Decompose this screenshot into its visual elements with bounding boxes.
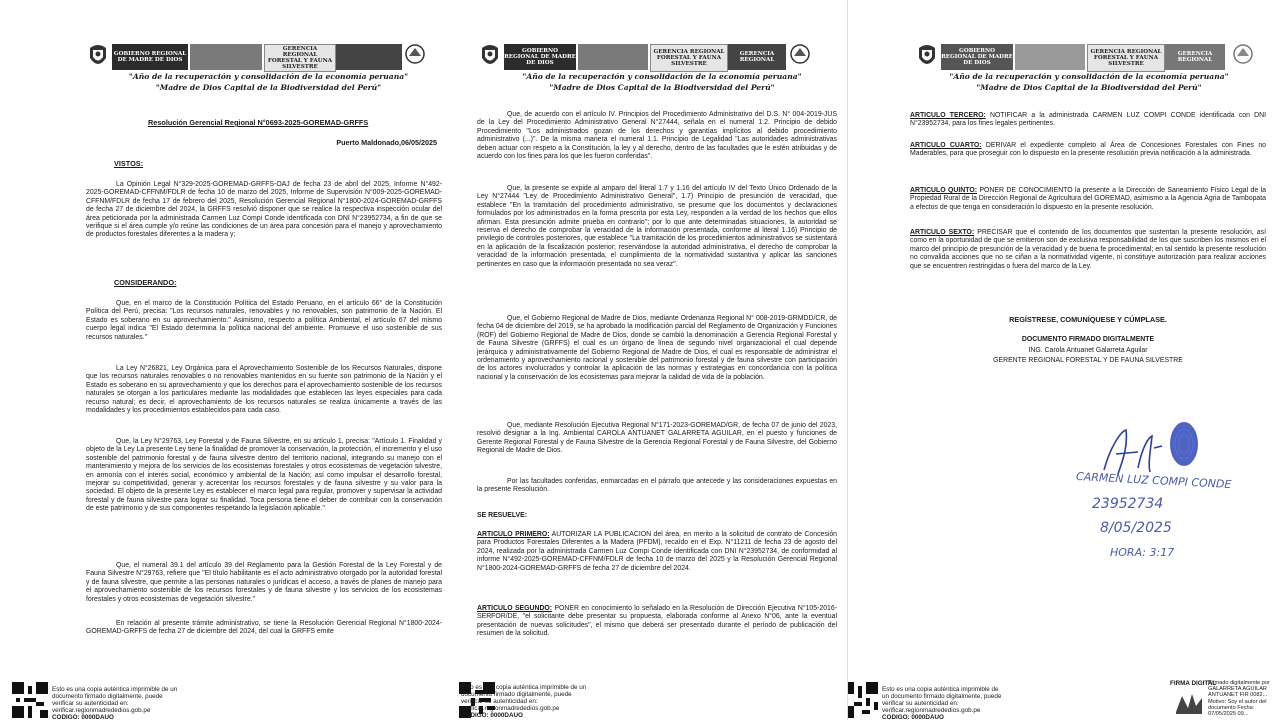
banner-image: [190, 44, 262, 70]
motto-line-2: "Madre de Dios Capital de la Biodiversidad del Perú": [549, 83, 775, 92]
digital-signature-stamp-icon: [1174, 690, 1204, 716]
gerencia-label: GERENCIA REGIONAL FORESTAL Y FAUNA SILVESTRE: [1087, 44, 1165, 72]
peru-coat-of-arms-icon: [479, 42, 501, 70]
page-footer: [457, 678, 847, 720]
letterhead: [848, 38, 1280, 72]
article-text: NOTIFICAR a la administrada CARMEN LUZ COMPI CONDE identificada con DNI N°23952734, para los fines legales pertinentes.: [910, 112, 1267, 128]
document-page-1: [0, 0, 457, 720]
article-heading: ARTICULO PRIMERO:: [477, 531, 550, 538]
banner-image: [578, 44, 648, 70]
article-sexto: [910, 229, 1266, 271]
article-text: PONER en conocimiento lo señalado en la Resolución de Dirección Ejecutiva N°105-2016-SERFOR/DE, "el solicitante debe presentar su propuesta, elaborada conforme al Anexo N°06, ante la eventual presentación de nuevas solicitudes", el mismo que deberá ser presentado durante el período de publicación del resumen de la solicitud.: [477, 605, 837, 638]
place-date: Puerto Maldonado,06/05/2025: [336, 138, 437, 147]
paragraph: Por las facultades conferidas, enmarcadas en el párrafo que antecede y las consideraciones expuestas en la presente Resolución.: [477, 478, 837, 494]
motto-line-1: "Año de la recuperación y consolidación de la economía peruana": [949, 72, 1229, 81]
handwritten-date: 8/05/2025: [1100, 520, 1172, 536]
signer-name: ING. Carola Antuanet Galarreta Aguilar: [1028, 347, 1148, 354]
verification-code: CODIGO: 0000DAUO: [52, 714, 114, 720]
qr-code-icon: [12, 682, 48, 718]
vistos-paragraph: La Opinión Legal N°329-2025-GOREMAD-GRFFS-OAJ de fecha 23 de abril del 2025, Informe N°492-2025-GOREMAD-CFFNM/FDLR de fecha 10 de marzo del 2025, Informe de Supervisión N°009-2025-GOREMAD-CFFNM/FDLR de fecha 17 de febrero del 2025, Resolución Gerencial Regional N°1800-2024-GOREMAD-GRFFS de fecha 27 de diciembre del 2024, la GRFFS resolvió disponer que se realice la respectiva inspección ocular del área peticionada por la administrada Carmen Luz Compi Conde identificada con DNI N°23952734, a fin de que se verifique si el área cumple y/o reúne las condiciones de un área para concesión para el manejo y aprovechamiento de productos forestales diferentes a la madera y;: [86, 181, 442, 239]
page-footer: [0, 678, 457, 720]
gov-label: GOBIERNO REGIONAL DE MADRE DE DIOS: [941, 44, 1013, 70]
signed-note: DOCUMENTO FIRMADO DIGITALMENTE: [1021, 336, 1155, 343]
paragraph: En relación al presente trámite administrativo, se tiene la Resolución Gerencial Regional N°1800-2024-GOREMAD-GRFFS de fecha 27 de diciembre del 2024, del cual la GRFFS emite: [86, 620, 442, 636]
article-heading: ARTICULO CUARTO:: [910, 142, 982, 149]
paragraph: Que, de acuerdo con el artículo IV. Principios del Procedimiento Administrativo del D.S. N° 004-2019-JUS de la Ley del Procedimiento Administrativo General N°27444, señala en el numeral 1.2. Principio de debido Procedimiento "Los administrados gozan de los derechos y garantías implícitos al debido procedimiento administrativo (...)". De la misma manera el numeral 1.1. Principio de Legalidad "Las autoridades administrativas deben actuar con respeto a la Constitución, la ley y al derecho, dentro de las facultades que le estén atribuidas y de acuerdo con los fines para los que les fueron conferidas".: [477, 111, 837, 161]
document-page-3: [848, 0, 1280, 720]
verification-code: CODIGO: 0000DAUO: [461, 712, 523, 719]
paragraph: Que, en el marco de la Constitución Política del Estado Peruano, en el artículo 66° de la Constitución Política del Perú, precisa: "Los recursos naturales, renovables y no renovables, son patrimonio de la Nación. El Estado es soberano en su aprovechamiento." Asimismo, respecto a política Ambiental, el artículo 67 del mismo cuerpo legal indica "El Estado determina la política nacional del ambiente. Promueve el uso sostenible de sus recursos naturales.": [86, 300, 442, 341]
article-heading: ARTICULO SEGUNDO:: [477, 605, 553, 612]
handwritten-hour: HORA: 3:17: [1110, 546, 1175, 559]
letterhead: [457, 38, 847, 72]
firma-digital-label: FIRMA DIGITAL: [1170, 680, 1217, 687]
motto-line-2: "Madre de Dios Capital de la Biodiversidad del Perú": [976, 83, 1202, 92]
authenticity-note: Esto es una copia auténtica imprimible de un documento firmado digitalmente, puede verificar su autenticidad en: verificar.regionmadrededios.gob.pe: [461, 684, 587, 712]
regional-emblem-icon: [789, 42, 811, 70]
article-heading: ARTICULO TERCERO:: [910, 112, 986, 119]
article-segundo: [477, 605, 837, 639]
page-footer: [848, 678, 1280, 720]
article-quinto: [910, 187, 1266, 212]
handwritten-dni: 23952734: [1092, 496, 1164, 512]
motto-line-1: "Año de la recuperación y consolidación de la economía peruana": [128, 72, 409, 81]
article-tercero: [910, 112, 1266, 129]
regional-emblem-icon: [1232, 42, 1254, 70]
gov-label: GOBIERNO REGIONAL DE MADRE DE DIOS: [112, 44, 188, 70]
article-primero: [477, 531, 837, 573]
resolution-title: Resolución Gerencial Regional N°0693-2025-GOREMAD-GRFFS: [148, 118, 369, 127]
paragraph: Que, el numeral 39.1 del artículo 39 del Reglamento para la Gestión Forestal de la Ley Forestal y de Fauna Silvestre N°29763, refiere que "El título habilitante es el acto administrativo otorgado por la autoridad forestal y de fauna silvestre, que permite a las personas naturales o jurídicas el acceso, a través de planes de manejo para el aprovechamiento sostenible de los recursos forestales y de fauna silvestre y los servicios de los ecosistemas forestales y otros ecosistemas de vegetación silvestre.": [86, 562, 442, 603]
article-text: PONER DE CONOCIMIENTO la presente a la Dirección de Saneamiento Físico Legal de la Propiedad Rural de la Dirección Regional de Agricultura del GOREMAD, asimismo a la Agencia Agria de Tambopata a efectos de que tenga en consideración lo dispuesto en la presente resolución.: [910, 187, 1266, 211]
paragraph: La Ley N°26821, Ley Orgánica para el Aprovechamiento Sostenible de los Recursos Naturales, dispone que los recursos naturales renovables o no renovables mantenidos en su fuente son patrimonio de la Nación y el Estado es soberano en su aprovechamiento y que los derechos para el aprovechamiento sostenible de los recursos naturales se otorgan a los particulares mediante las modalidades que establecen las leyes especiales para cada recurso natural; es decir, el aprovechamiento de los recursos naturales se realiza únicamente a través de las modalidades y los procedimientos establecidos para cada caso.: [86, 365, 442, 415]
authenticity-note: Esto es una copia auténtica imprimible de un documento firmado digitalmente, puede verificar su autenticidad en: verificar.regionmadrededios.gob.pe: [52, 686, 178, 714]
article-text: PRECISAR que el contenido de los documentos que sustentan la presente resolución, así como en la oportunidad de que se emitieron son de exclusiva responsabilidad de los que suscriben los mismos en el marco del principio de presunción de la veracidad y de buena fe procedimental; en tal sentido la presente resolución no convalida acciones que no se ciñan a la normatividad vigente, ni constituye autorización para realizar acciones que se encuentren restringidas o fuera del marco de la Ley.: [910, 229, 1266, 270]
signer-role: GERENTE REGIONAL FORESTAL Y DE FAUNA SILVESTRE: [993, 357, 1183, 364]
qr-code-icon: [848, 682, 878, 718]
motto-line-1: "Año de la recuperación y consolidación de la economía peruana": [522, 72, 802, 81]
gov-label: GOBIERNO REGIONAL DE MADRE DE DIOS: [504, 44, 576, 70]
article-text: AUTORIZAR LA PUBLICACION del área, en merito a la solicitud de contrato de Concesión para Productos Forestales Diferentes a la Madera (PFDM), recaído en el Exp. N°11211 de fecha 23 de agosto del 2024, realizada por la administrada Carmen Luz Compi Conde identificada con DNI N°23952734, de conformidad al informe N°492-2025-GOREMAD-CFFNM/FDLR de fecha 10 de marzo del 2025 y la Resolución Gerencial Regional N°1800-2024-GOREMAD-GRFFS de fecha 27 de diciembre del 2024.: [477, 531, 837, 572]
article-text: DERIVAR el expediente completo al Área de Concesiones Forestales con Fines no Maderables, para que proseguir con lo dispuesto en la presente resolución previa notificación a la administrada.: [910, 142, 1266, 158]
se-resuelve-heading: SE RESUELVE:: [477, 512, 528, 519]
banner-image: [336, 44, 402, 70]
paragraph: Que, la presente se expide al amparo del literal 1.7 y 1.16 del artículo IV del Texto Único Ordenado de la Ley N°27444 "Ley de Procedimiento Administrativo General", 1.7) Principio de presunción de veracidad, que establece "En la tramitación del procedimiento administrativo, se presume que los documentos y declaraciones formulados por los administrados en la forma prescrita por esta Ley, responden a la verdad de los hechos que ellos afirman. Esta presunción admite prueba en contrario"; por lo que ante determinadas situaciones, la autoridad se reserva el derecho de comprobar la veracidad de la información presentada, conforme al literal 1.16) Principio de privilegio de controles posteriores, que establece "La tramitación de los procedimientos administrativos se sustentará en la aplicación de la fiscalización posterior; reservándose la autoridad administrativa, el derecho de comprobar la veracidad de la información presentada, el cumplimiento de la normatividad sustantiva y aplicar las sanciones pertinentes en caso que la información presentada no sea veraz".: [477, 185, 837, 268]
considerando-heading: CONSIDERANDO:: [114, 278, 177, 287]
article-heading: ARTICULO QUINTO:: [910, 187, 977, 194]
gerencia-short-label: GERENCIA REGIONAL: [1165, 44, 1225, 70]
paragraph: Que, la Ley N°29763, Ley Forestal y de Fauna Silvestre, en su artículo 1, precisa: "Artículo 1. Finalidad y objeto de la Ley La presente Ley tiene la finalidad de promover la conservación, la protección, el incremento y el uso sostenible del patrimonio forestal y de fauna silvestre dentro del territorio nacional, integrando su manejo con el mantenimiento y mejora de los servicios de los ecosistemas forestales y otros ecosistemas de vegetación silvestre, en armonía con el interés social, económico y ambiental de la Nación; así como impulsar el desarrollo forestal, mejorar su competitividad, generar y acrecentar los recursos forestales y de fauna silvestre y su valor para la sociedad. El objeto de la presente Ley es establecer el marco legal para regular, promover y supervisar la actividad forestal y de fauna silvestre para lograr su finalidad. Toca persona tiene el deber de contribuir con la conservación de este patrimonio y de sus componentes respetando la legislación aplicable.": [86, 438, 442, 513]
letterhead: [0, 38, 457, 72]
article-cuarto: [910, 142, 1266, 159]
motto-line-2: "Madre de Dios Capital de la Biodiversidad del Perú": [155, 83, 382, 92]
vistos-heading: VISTOS:: [114, 159, 144, 168]
article-heading: ARTICULO SEXTO:: [910, 229, 975, 236]
banner-image: [1015, 44, 1085, 70]
verification-code: CODIGO: 0000DAUO: [882, 714, 944, 720]
gerencia-short-label: GERENCIA REGIONAL: [728, 44, 786, 70]
peru-coat-of-arms-icon: [87, 42, 109, 70]
authenticity-note: Esto es una copia auténtica imprimible de un documento firmado digitalmente, puede verificar su autenticidad en: verificar.regionmadrededios.gob.pe: [882, 686, 1002, 714]
gerencia-label: GERENCIA REGIONAL FORESTAL Y FAUNA SILVESTRE: [650, 44, 728, 72]
paragraph: Que, el Gobierno Regional de Madre de Dios, mediante Ordenanza Regional N° 008-2019-GRMDD/CR, de fecha 04 de diciembre del 2019, se ha aprobado la modificación parcial del Reglamento de Organización y Funciones (ROF) del Gobierno Regional de Madre de Dios, donde se cambió la denominación a Gerencia Regional Forestal y de Fauna Silvestre (GRFFS) el cual es un órgano de línea de segundo nivel organizacional el cual depende jerárquica y administrativamente del Gobierno Regional de Madre de Dios, el cual es responsable de administrar el ordenamiento y aprovechamiento racional y sostenible del patrimonio forestal y de fauna silvestre con participación de los actores involucrados y controlar la aplicación de las normas y estrategias en concordancia con la política nacional y la conservación de los ecosistemas para mejorar la calidad de vida de la población.: [477, 315, 837, 381]
digital-signature-text: Firmado digitalmente por GALARRETA AGUILAR ANTUANET FIR 0082... Motivo: Soy el autor del documento Fecha: 07/05/2025 09...: [1208, 680, 1270, 718]
peru-coat-of-arms-icon: [916, 42, 938, 70]
paragraph: Que, mediante Resolución Ejecutiva Regional N°171-2023-GOREMAD/GR, de fecha 07 de junio del 2023, resolvió designar a la Ing. Ambiental CAROLA ANTUANET GALARRETA AGUILAR, en el puesto y funciones de Gerente Regional Forestal y de Fauna Silvestre de la Gerencia Regional Forestal y de Fauna Silvestre, del Gobierno Regional de Madre de Dios.: [477, 422, 837, 455]
regional-emblem-icon: [404, 42, 426, 70]
document-page-2: [457, 0, 847, 720]
handwritten-name: CARMEN LUZ COMPI CONDE: [1075, 469, 1232, 492]
gerencia-label: GERENCIA REGIONAL FORESTAL Y FAUNA SILVESTRE: [264, 44, 336, 72]
closing-formula: REGÍSTRESE, COMUNÍQUESE Y CÚMPLASE.: [1009, 315, 1167, 324]
